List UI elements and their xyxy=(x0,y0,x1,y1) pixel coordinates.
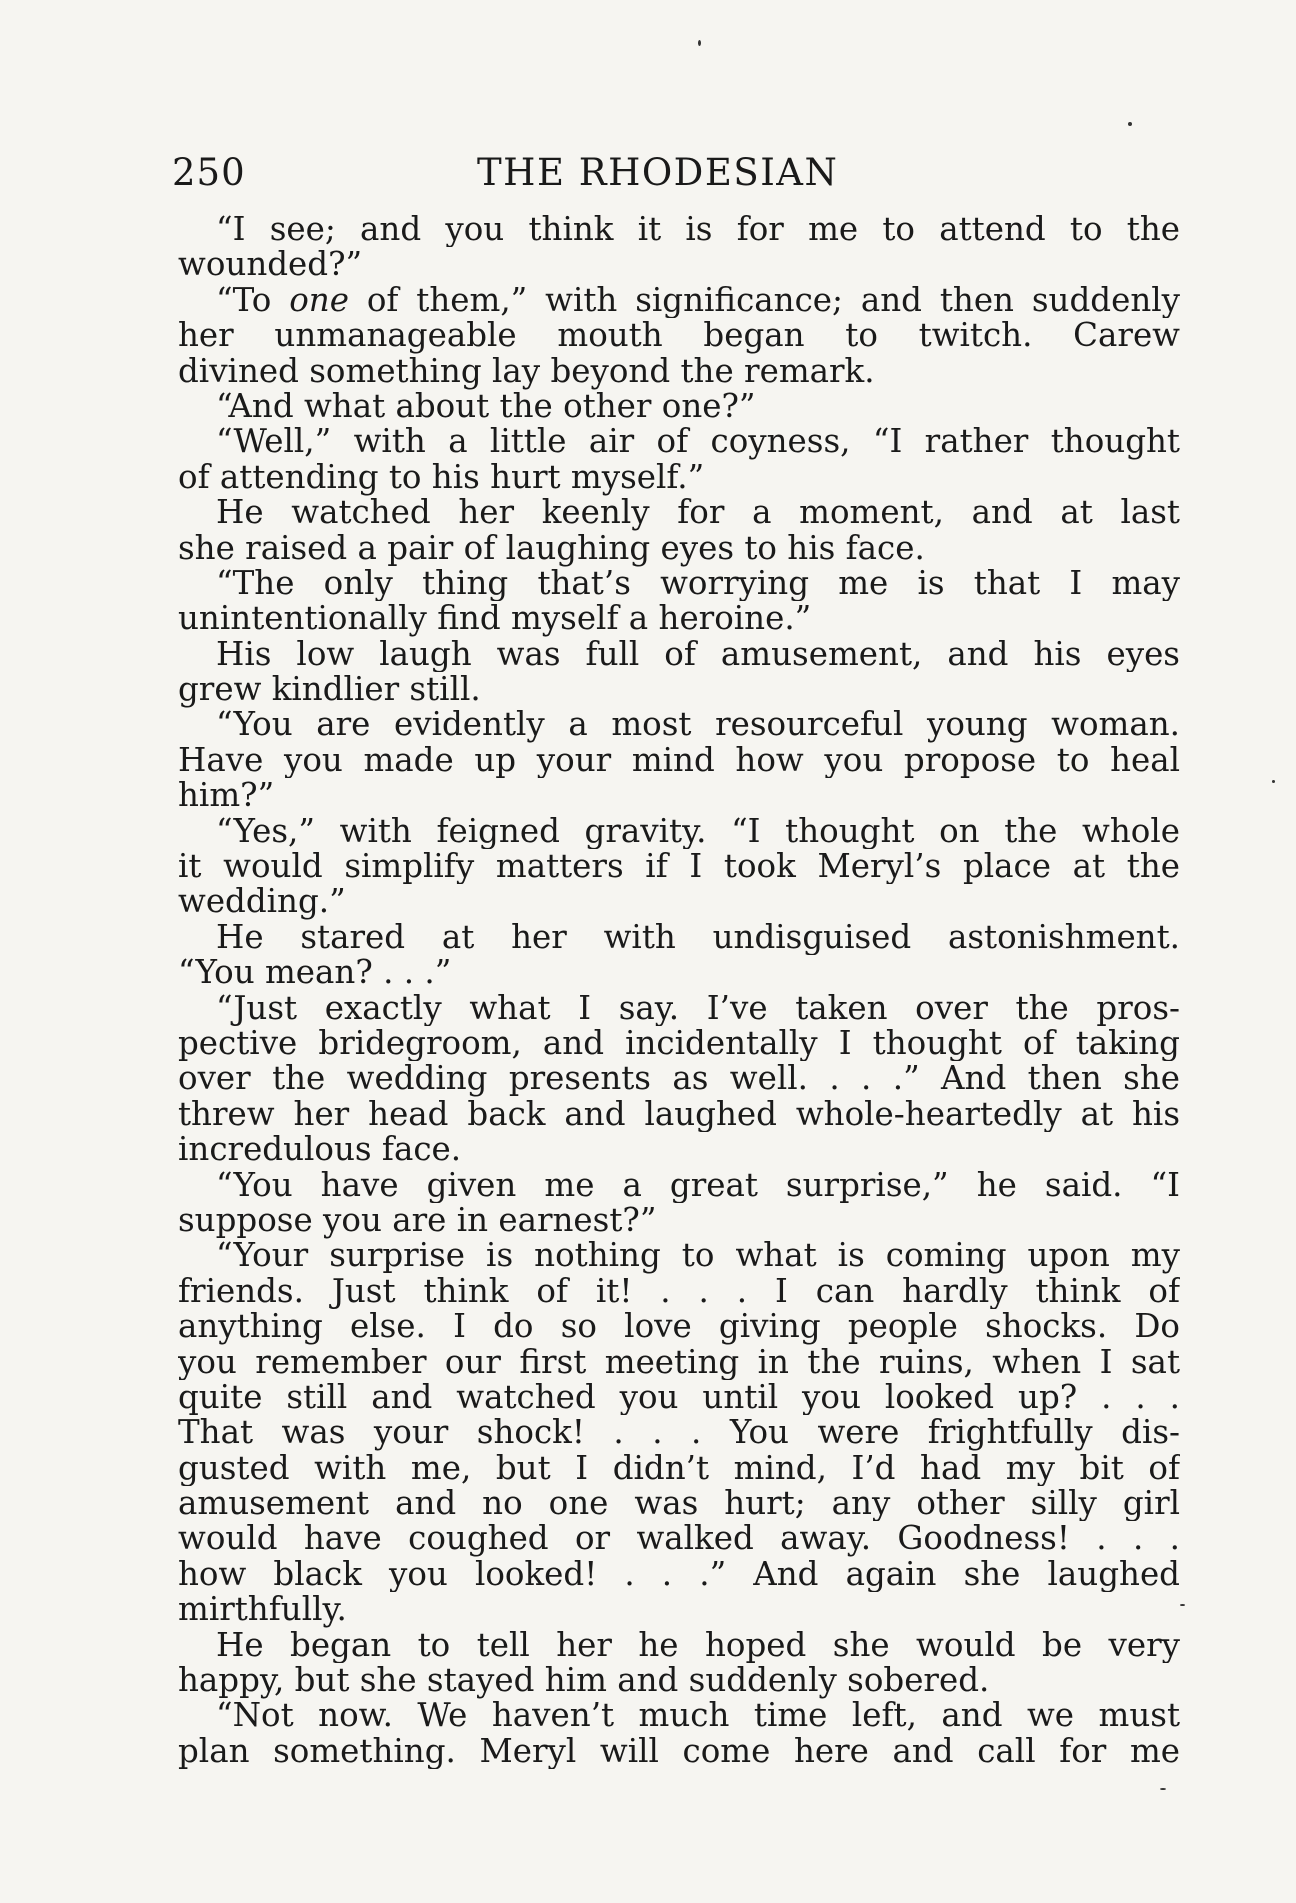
text-line: pective bridegroom, and incidentally I thought of taking xyxy=(178,1025,1180,1062)
scan-speck xyxy=(1128,122,1132,126)
text-line: plan something. Meryl will come here and call for me xyxy=(178,1733,1180,1770)
text-line: over the wedding presents as well. . . .” And then she xyxy=(178,1061,1180,1097)
text-line: of attending to his hurt myself.” xyxy=(178,457,705,496)
text-line: unintentionally find myself a heroine.” xyxy=(178,599,812,638)
text-line: wedding.” xyxy=(178,882,346,921)
text-line: threw her head back and laughed whole-heartedly at his xyxy=(178,1096,1180,1133)
text-line: suppose you are in earnest?” xyxy=(178,1200,657,1239)
text-line: how black you looked! . . .” And again she laughed xyxy=(178,1556,1180,1593)
page-number: 250 xyxy=(172,151,246,194)
text-line: her unmanageable mouth began to twitch. Carew xyxy=(178,318,1180,354)
text-line: His low laugh was full of amusement, and his eyes xyxy=(216,636,1180,673)
text-line: “Not now. We haven’t much time left, and we must xyxy=(216,1698,1180,1734)
text-line: him?” xyxy=(178,776,275,815)
text-line: friends. Just think of it! . . . I can hardly think of xyxy=(178,1273,1180,1310)
text-line: divined something lay beyond the remark. xyxy=(178,351,875,390)
text-line: would have coughed or walked away. Goodness! . . . xyxy=(178,1521,1180,1557)
text-line: “Yes,” with feigned gravity. “I thought on the whole xyxy=(216,813,1180,850)
text-line: “You are evidently a most resourceful young woman. xyxy=(216,707,1180,743)
text-line: grew kindlier still. xyxy=(178,670,481,709)
text-line: mirthfully. xyxy=(178,1590,347,1629)
text-line: Have you made up your mind how you propose to heal xyxy=(178,742,1180,779)
text-line: it would simplify matters if I took Meryl’s place at the xyxy=(178,849,1180,885)
text-line: That was your shock! . . . You were frightfully dis- xyxy=(178,1415,1180,1451)
page-header xyxy=(172,148,1172,198)
text-line: happy, but she stayed him and suddenly sobered. xyxy=(178,1661,990,1700)
text-line: “Just exactly what I say. I’ve taken over the pros- xyxy=(216,990,1180,1026)
text-line: incredulous face. xyxy=(178,1130,462,1169)
text-line: wounded?” xyxy=(178,245,363,284)
scan-speck xyxy=(1180,1604,1185,1606)
text-line: gusted with me, but I didn’t mind, I’d had my bit of xyxy=(178,1450,1180,1487)
text-line: He watched her keenly for a moment, and at last xyxy=(216,495,1180,531)
running-title: THE RHODESIAN xyxy=(477,151,839,194)
text-line: “You have given me a great surprise,” he said. “I xyxy=(216,1167,1180,1203)
text-line: she raised a pair of laughing eyes to his face. xyxy=(178,528,925,567)
text-line: “And what about the other one?” xyxy=(216,386,756,425)
scan-speck xyxy=(698,40,701,46)
text-line: you remember our first meeting in the ruins, when I sat xyxy=(178,1344,1180,1380)
text-line: “The only thing that’s worrying me is that I may xyxy=(216,565,1180,602)
text-line: “I see; and you think it is for me to attend to the xyxy=(216,212,1180,248)
body-text xyxy=(178,212,1180,1769)
scan-speck xyxy=(1272,780,1275,783)
text-line: “You mean? . . .” xyxy=(178,953,452,992)
text-line: “To one of them,” with significance; and then suddenly xyxy=(216,282,1180,319)
text-line: He stared at her with undisguised astonishment. xyxy=(216,919,1180,956)
scan-speck xyxy=(1160,1788,1166,1790)
text-line: quite still and watched you until you looked up? . . . xyxy=(178,1379,1180,1416)
text-line: “Your surprise is nothing to what is coming upon my xyxy=(216,1238,1180,1274)
text-line: anything else. I do so love giving people shocks. Do xyxy=(178,1309,1180,1345)
text-line: “Well,” with a little air of coyness, “I rather thought xyxy=(216,424,1180,460)
text-line: He began to tell her he hoped she would be very xyxy=(216,1627,1180,1664)
text-line: amusement and no one was hurt; any other silly girl xyxy=(178,1486,1180,1522)
